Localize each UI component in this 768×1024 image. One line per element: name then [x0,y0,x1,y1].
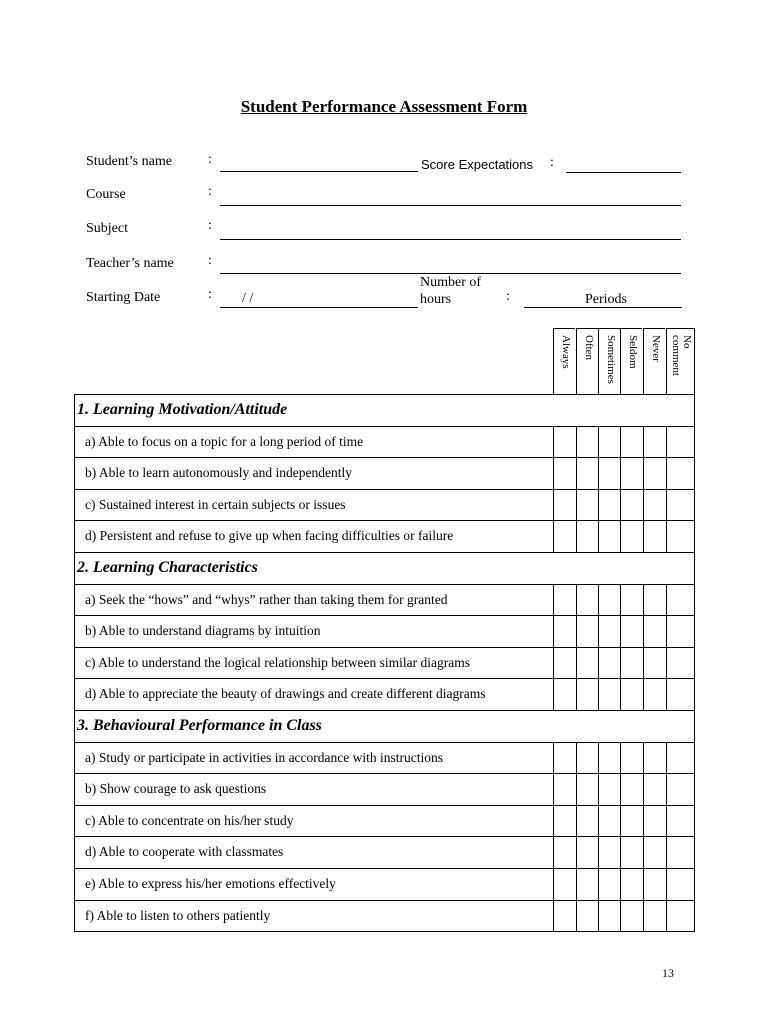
rating-checkbox-no-comment[interactable] [666,490,695,521]
table-row [74,773,695,805]
rating-checkbox-sometimes[interactable] [598,869,620,900]
section-heading: 2. Learning Characteristics [77,559,258,576]
rating-checkbox-always[interactable] [553,806,575,837]
rating-checkbox-seldom[interactable] [620,806,642,837]
rating-checkbox-always[interactable] [553,743,575,774]
rating-checkbox-sometimes[interactable] [598,521,620,552]
rating-checkbox-never[interactable] [643,490,665,521]
table-row [74,615,695,647]
rating-checkbox-sometimes[interactable] [598,774,620,805]
student-name-label: Student’s name [86,154,172,169]
rating-checkbox-never[interactable] [643,427,665,458]
teacher-name-field[interactable] [220,273,681,274]
table-row [74,742,695,774]
rating-checkbox-never[interactable] [643,837,665,868]
criterion-text: c) Able to understand the logical relationship between similar diagrams [85,654,471,670]
table-row [74,678,695,710]
rating-checkbox-no-comment[interactable] [666,806,695,837]
criterion-text: c) Sustained interest in certain subjects or issues [85,496,346,512]
rating-checkbox-seldom[interactable] [620,490,642,521]
rating-checkbox-sometimes[interactable] [598,458,620,489]
criterion-text: c) Able to concentrate on his/her study [85,812,294,828]
colon: : [208,184,212,199]
rating-checkbox-sometimes[interactable] [598,490,620,521]
column-header [620,328,642,394]
rating-checkbox-seldom[interactable] [620,521,642,552]
hours-label: hours [420,292,452,307]
rating-checkbox-sometimes[interactable] [598,679,620,710]
rating-checkbox-never[interactable] [643,774,665,805]
rating-checkbox-never[interactable] [643,585,665,616]
rating-checkbox-never[interactable] [643,616,665,647]
colon: : [208,218,212,233]
rating-checkbox-no-comment[interactable] [666,743,695,774]
rating-checkbox-always[interactable] [553,648,575,679]
column-header [576,328,598,394]
rating-checkbox-always[interactable] [553,869,575,900]
subject-field[interactable] [220,239,681,240]
column-header [643,328,665,394]
rating-checkbox-never[interactable] [643,521,665,552]
section-heading-row [74,394,695,426]
colon: : [208,253,212,268]
table-row [74,900,695,932]
criterion-text: d) Able to appreciate the beauty of drawings and create different diagrams [85,686,486,702]
form-title: Student Performance Assessment Form [240,97,528,116]
rating-checkbox-always[interactable] [553,616,575,647]
rating-checkbox-no-comment[interactable] [666,648,695,679]
rating-checkbox-no-comment[interactable] [666,837,695,868]
rating-checkbox-sometimes[interactable] [598,427,620,458]
rating-checkbox-no-comment[interactable] [666,774,695,805]
teacher-name-label: Teacher’s name [86,256,174,271]
starting-date-field[interactable] [220,307,418,308]
rating-checkbox-sometimes[interactable] [598,616,620,647]
rating-checkbox-no-comment[interactable] [666,458,695,489]
rating-checkbox-often[interactable] [576,837,598,868]
rating-checkbox-always[interactable] [553,837,575,868]
column-header [598,328,620,394]
rating-checkbox-seldom[interactable] [620,837,642,868]
rating-checkbox-often[interactable] [576,901,598,932]
rating-checkbox-seldom[interactable] [620,585,642,616]
colon: : [506,289,510,304]
rating-checkbox-sometimes[interactable] [598,743,620,774]
rating-checkbox-always[interactable] [553,774,575,805]
column-header-label: Always [559,335,572,369]
date-separators: / / [242,291,254,306]
criterion-text: f) Able to listen to others patiently [85,907,271,923]
course-label: Course [86,187,126,202]
rating-checkbox-often[interactable] [576,458,598,489]
rating-checkbox-often[interactable] [576,521,598,552]
rating-checkbox-sometimes[interactable] [598,901,620,932]
rating-checkbox-seldom[interactable] [620,869,642,900]
rating-checkbox-never[interactable] [643,901,665,932]
section-heading-row [74,710,695,742]
column-header-label: Sometimes [604,335,617,384]
rating-checkbox-never[interactable] [643,743,665,774]
criterion-text: e) Able to express his/her emotions effectively [85,876,336,891]
rating-checkbox-never[interactable] [643,869,665,900]
rating-checkbox-sometimes[interactable] [598,806,620,837]
criterion-text: b) Able to understand diagrams by intuition [85,623,321,639]
table-bottom-border [74,931,695,932]
rating-checkbox-seldom[interactable] [620,774,642,805]
rating-checkbox-no-comment[interactable] [666,901,695,932]
table-row [74,584,695,616]
table-row [74,426,695,458]
criterion-text: d) Persistent and refuse to give up when facing difficulties or failure [85,528,454,544]
section-heading: 3. Behavioural Performance in Class [77,717,322,734]
table-row [74,647,695,679]
section-heading-row [74,552,695,584]
rating-checkbox-no-comment[interactable] [666,616,695,647]
rating-checkbox-always[interactable] [553,490,575,521]
column-header-label: Often [582,335,595,361]
rating-checkbox-seldom[interactable] [620,679,642,710]
column-header-label: Never [649,335,662,362]
periods-label: Periods [585,292,627,307]
course-field[interactable] [220,205,681,206]
table-row [74,457,695,489]
criterion-text: a) Able to focus on a topic for a long period of time [85,433,364,449]
subject-label: Subject [86,221,128,236]
rating-checkbox-often[interactable] [576,616,598,647]
rating-checkbox-often[interactable] [576,585,598,616]
starting-date-label: Starting Date [86,290,161,305]
rating-checkbox-no-comment[interactable] [666,521,695,552]
rating-checkbox-often[interactable] [576,743,598,774]
rating-checkbox-no-comment[interactable] [666,869,695,900]
criterion-text: a) Study or participate in activities in accordance with instructions [85,749,444,765]
colon: : [208,287,212,302]
page-number: 13 [662,966,674,980]
rating-checkbox-often[interactable] [576,490,598,521]
rating-checkbox-seldom[interactable] [620,427,642,458]
rating-checkbox-always[interactable] [553,901,575,932]
table-row [74,489,695,521]
rating-checkbox-never[interactable] [643,806,665,837]
rating-checkbox-often[interactable] [576,648,598,679]
rating-checkbox-often[interactable] [576,774,598,805]
table-row [74,868,695,900]
rating-checkbox-sometimes[interactable] [598,837,620,868]
rating-checkbox-seldom[interactable] [620,458,642,489]
rating-checkbox-never[interactable] [643,648,665,679]
section-heading: 1. Learning Motivation/Attitude [77,401,288,418]
score-expectations-field[interactable] [566,172,681,173]
table-row [74,805,695,837]
criterion-text: b) Show courage to ask questions [85,781,267,797]
rating-checkbox-always[interactable] [553,458,575,489]
criterion-text: b) Able to learn autonomously and independently [85,465,352,481]
table-row [74,836,695,868]
colon: : [550,155,554,170]
column-header [666,328,695,394]
rating-checkbox-always[interactable] [553,427,575,458]
score-expectations-label: Score Expectations [421,157,534,172]
rating-checkbox-seldom[interactable] [620,901,642,932]
column-header-label: No comment [669,335,693,376]
rating-checkbox-no-comment[interactable] [666,679,695,710]
rating-checkbox-never[interactable] [643,458,665,489]
criterion-text: d) Able to cooperate with classmates [85,844,284,860]
column-header [553,328,575,394]
rating-checkbox-seldom[interactable] [620,616,642,647]
rating-checkbox-often[interactable] [576,679,598,710]
rating-checkbox-often[interactable] [576,427,598,458]
rating-checkbox-always[interactable] [553,679,575,710]
rating-checkbox-always[interactable] [553,521,575,552]
colon: : [208,152,212,167]
rating-checkbox-often[interactable] [576,869,598,900]
column-header-label: Seldom [626,335,639,369]
criterion-text: a) Seek the “hows” and “whys” rather than taking them for granted [85,591,448,607]
student-name-field[interactable] [220,171,418,172]
rating-checkbox-no-comment[interactable] [666,427,695,458]
rating-checkbox-always[interactable] [553,585,575,616]
rating-checkbox-never[interactable] [643,679,665,710]
rating-checkbox-often[interactable] [576,806,598,837]
table-row [74,520,695,552]
number-of-hours-label: Number of [420,275,482,290]
rating-checkbox-no-comment[interactable] [666,585,695,616]
rating-checkbox-sometimes[interactable] [598,585,620,616]
rating-checkbox-seldom[interactable] [620,743,642,774]
rating-checkbox-sometimes[interactable] [598,648,620,679]
rating-checkbox-seldom[interactable] [620,648,642,679]
